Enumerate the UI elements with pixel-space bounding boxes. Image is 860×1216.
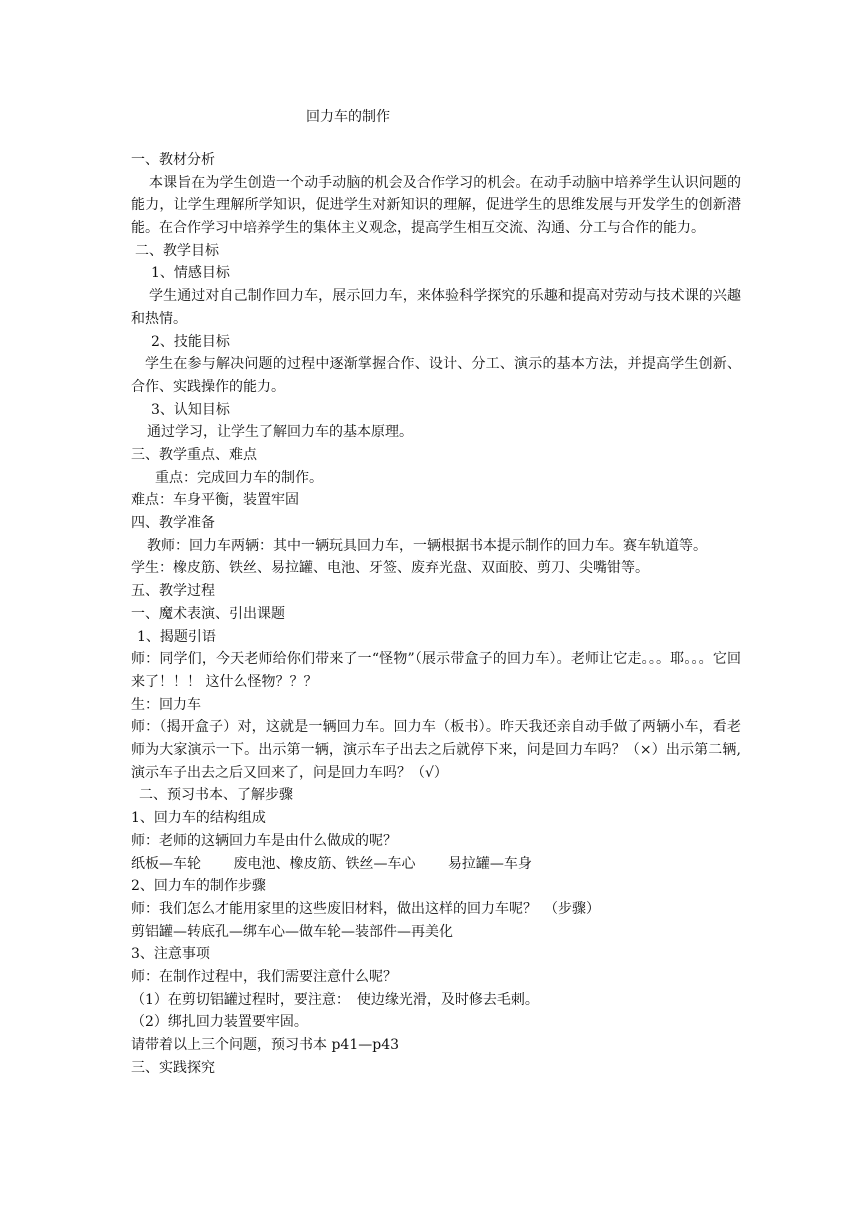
list-item: （1）在剪切铝罐过程时，要注意： 使边缘光滑，及时修去毛刺。 — [131, 991, 539, 1008]
paragraph: 学生在参与解决问题的过程中逐渐掌握合作、设计、分工、演示的基本方法，并提高学生创新、合作、实践操作的能力。 — [131, 356, 741, 395]
subsection-heading: 2、回力车的制作步骤 — [131, 878, 266, 895]
section-heading: 五、教学过程 — [131, 583, 215, 600]
section-heading: 一、魔术表演、引出课题 — [131, 605, 285, 622]
subsection-heading: 2、技能目标 — [151, 333, 230, 350]
section-heading: 二、教学目标 — [135, 242, 219, 259]
subsection-heading: 3、注意事项 — [131, 946, 210, 963]
paragraph: 难点：车身平衡，装置牢固 — [131, 492, 299, 509]
list-item: （2）绑扎回力装置要牢固。 — [131, 1014, 308, 1031]
paragraph: 师：老师的这辆回力车是由什么做成的呢？ — [131, 832, 397, 849]
subsection-heading: 3、认知目标 — [151, 401, 230, 418]
paragraph: 师：同学们，今天老师给你们带来了一“怪物”（展示带盒子的回力车）。老师让它走。。。耶。。。它回来了！！！ 这什么怪物？？？ — [131, 651, 741, 690]
section-heading: 二、预习书本、了解步骤 — [139, 787, 293, 804]
paragraph: 重点：完成回力车的制作。 — [155, 469, 323, 486]
subsection-heading: 1、揭题引语 — [137, 628, 216, 645]
section-heading: 四、教学准备 — [131, 515, 215, 532]
section-heading: 三、实践探究 — [131, 1059, 215, 1076]
paragraph: 通过学习，让学生了解回力车的基本原理。 — [147, 424, 413, 441]
subsection-heading: 1、回力车的结构组成 — [131, 810, 266, 827]
subsection-heading: 1、情感目标 — [151, 265, 230, 282]
paragraph: 生：回力车 — [131, 696, 201, 713]
paragraph: 师：（揭开盒子）对，这就是一辆回力车。回力车（板书）。昨天我还亲自动手做了两辆小车，看老师为大家演示一下。出示第一辆，演示车子出去之后就停下来，问是回力车吗？（×）出示第二辆,演示车子出去之后又回来了，问是回力车吗？（√） — [131, 719, 741, 781]
paragraph: 请带着以上三个问题，预习书本 p41—p43 — [131, 1037, 400, 1053]
paragraph: 剪铝罐—转底孔—绑车心—做车轮—装部件—再美化 — [131, 923, 453, 940]
paragraph: 师：在制作过程中，我们需要注意什么呢？ — [131, 968, 397, 985]
document-body — [131, 149, 741, 1079]
paragraph: 教师：回力车两辆：其中一辆玩具回力车，一辆根据书本提示制作的回力车。赛车轨道等。 — [147, 537, 707, 554]
paragraph: 纸板—车轮 废电池、橡皮筋、铁丝—车心 易拉罐—车身 — [131, 855, 532, 872]
paragraph: 学生：橡皮筋、铁丝、易拉罐、电池、牙签、废弃光盘、双面胶、剪刀、尖嘴钳等。 — [131, 560, 649, 577]
paragraph: 本课旨在为学生创造一个动手动脑的机会及合作学习的机会。在动手动脑中培养学生认识问题的能力，让学生理解所学知识，促进学生对新知识的理解，促进学生的思维发展与开发学生的创新潜能。在合作学习中培养学生的集体主义观念，提高学生相互交流、沟通、分工与合作的能力。 — [131, 174, 741, 237]
paragraph: 师：我们怎么才能用家里的这些废旧材料，做出这样的回力车呢？ （步骤） — [131, 900, 600, 917]
paragraph: 学生通过对自己制作回力车，展示回力车，来体验科学探究的乐趣和提高对劳动与技术课的兴趣和热情。 — [131, 288, 741, 327]
document-title: 回力车的制作 — [306, 109, 390, 125]
section-heading: 三、教学重点、难点 — [131, 447, 257, 464]
section-heading: 一、教材分析 — [131, 152, 215, 168]
